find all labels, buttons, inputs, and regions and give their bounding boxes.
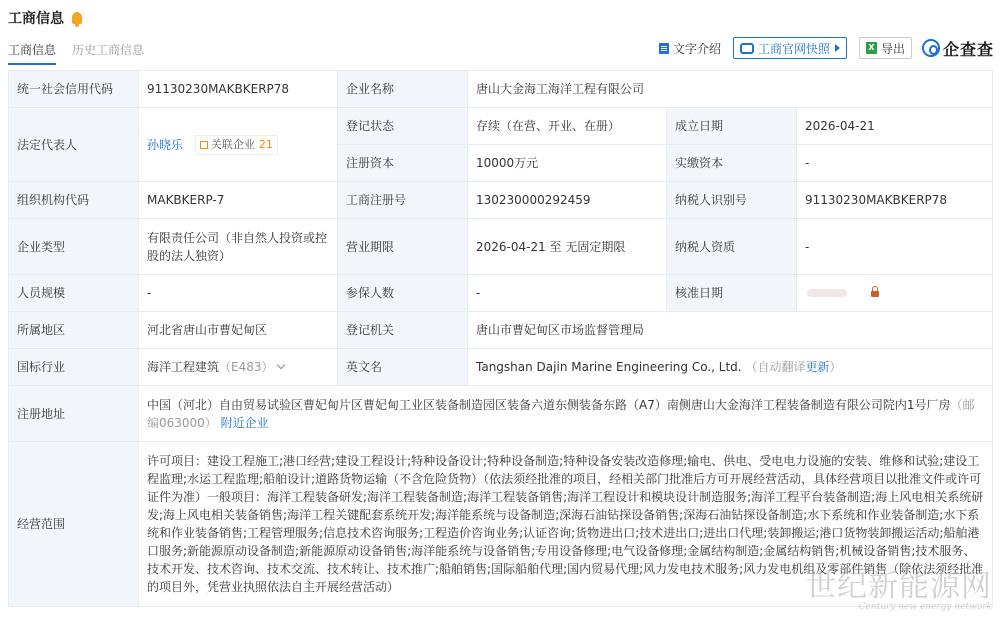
scope-label: 经营范围 bbox=[9, 442, 139, 607]
related-companies-count: 21 bbox=[258, 137, 273, 151]
legal-rep-cell bbox=[139, 108, 338, 182]
address-cell bbox=[139, 386, 993, 442]
reg-authority-value: 唐山市曹妃甸区市场监督管理局 bbox=[468, 312, 993, 349]
english-name-label: 英文名 bbox=[338, 349, 468, 386]
english-name-value: Tangshan Dajin Marine Engineering Co., Ltd. bbox=[476, 360, 742, 374]
table-row bbox=[9, 312, 993, 349]
approve-date-value bbox=[807, 289, 847, 297]
taxpayer-qual-label: 纳税人资质 bbox=[667, 219, 797, 275]
region-value: 河北省唐山市曹妃甸区 bbox=[139, 312, 338, 349]
section-header bbox=[8, 8, 82, 28]
credit-code-label: 统一社会信用代码 bbox=[9, 71, 139, 108]
table-row bbox=[9, 275, 993, 312]
watermark-en: Century new energy network bbox=[858, 602, 992, 612]
address-label: 注册地址 bbox=[9, 386, 139, 442]
reg-authority-label: 登记机关 bbox=[338, 312, 468, 349]
legal-rep-link[interactable]: 孙晓乐 bbox=[147, 137, 184, 152]
table-row bbox=[9, 349, 993, 386]
business-info-table bbox=[8, 70, 993, 607]
person-icon bbox=[200, 141, 208, 149]
logo-text: 企查查 bbox=[942, 39, 994, 59]
region-label: 所属地区 bbox=[9, 312, 139, 349]
export-label: 导出 bbox=[880, 41, 905, 56]
qichacha-logo bbox=[922, 37, 994, 60]
related-companies-badge[interactable] bbox=[195, 135, 278, 155]
watermark-cn: 世纪新能源网 bbox=[806, 569, 992, 604]
related-companies-label: 关联企业 bbox=[210, 137, 255, 151]
industry-code: （E483） bbox=[219, 360, 274, 374]
bell-icon[interactable] bbox=[72, 12, 82, 24]
watermark bbox=[806, 569, 992, 612]
insured-label: 参保人数 bbox=[338, 275, 468, 312]
paid-capital-value: - bbox=[797, 145, 993, 182]
company-name-value: 唐山大金海工海洋工程有限公司 bbox=[468, 71, 993, 108]
company-type-value: 有限责任公司（非自然人投资或控股的法人独资） bbox=[139, 219, 338, 275]
taxpayer-id-label: 纳税人识别号 bbox=[667, 182, 797, 219]
snapshot-label: 工商官网快照 bbox=[757, 41, 830, 56]
lock-icon[interactable] bbox=[871, 291, 879, 297]
credit-code-value: 91130230MAKBKERP78 bbox=[139, 71, 338, 108]
section-title: 工商信息 bbox=[8, 11, 64, 27]
industry-value: 海洋工程建筑 bbox=[147, 360, 220, 374]
org-code-label: 组织机构代码 bbox=[9, 182, 139, 219]
reg-capital-value: 10000万元 bbox=[468, 145, 667, 182]
company-name-label: 企业名称 bbox=[338, 71, 468, 108]
reg-status-label: 登记状态 bbox=[338, 108, 468, 145]
excel-icon: X bbox=[866, 42, 877, 54]
found-date-label: 成立日期 bbox=[667, 108, 797, 145]
found-date-value: 2026-04-21 bbox=[797, 108, 993, 145]
taxpayer-qual-value: - bbox=[797, 219, 993, 275]
tab-bar bbox=[8, 41, 160, 65]
official-snapshot-button[interactable] bbox=[733, 37, 847, 59]
approve-date-label: 核准日期 bbox=[667, 275, 797, 312]
taxpayer-id-value: 91130230MAKBKERP78 bbox=[797, 182, 993, 219]
play-arrow-icon bbox=[835, 44, 840, 52]
table-row bbox=[9, 386, 993, 442]
auto-translate-note: （自动翻译 bbox=[745, 360, 806, 374]
postcode: （邮编063000） bbox=[147, 397, 975, 430]
text-intro-button[interactable] bbox=[659, 40, 721, 57]
biz-term-label: 营业期限 bbox=[338, 219, 468, 275]
address-value: 中国（河北）自由贸易试验区曹妃甸片区曹妃甸工业区装备制造园区装备六道东侧装备东路（A7）南侧唐山大金海洋工程装备制造有限公司院内1号厂房 bbox=[147, 397, 951, 412]
update-link[interactable]: 更新 bbox=[805, 360, 830, 374]
auto-translate-close: ） bbox=[829, 360, 842, 374]
tab-history-business-info[interactable]: 历史工商信息 bbox=[72, 43, 145, 57]
reg-status-value: 存续（在营、开业、在册） bbox=[468, 108, 667, 145]
english-name-cell bbox=[468, 349, 993, 386]
industry-cell[interactable] bbox=[139, 349, 338, 386]
industry-label: 国标行业 bbox=[9, 349, 139, 386]
table-row bbox=[9, 219, 993, 275]
reg-no-label: 工商注册号 bbox=[338, 182, 468, 219]
toolbar bbox=[647, 36, 994, 60]
tab-business-info[interactable]: 工商信息 bbox=[8, 41, 56, 65]
reg-no-value: 130230000292459 bbox=[468, 182, 667, 219]
company-type-label: 企业类型 bbox=[9, 219, 139, 275]
nearby-companies-link[interactable]: 附近企业 bbox=[220, 415, 269, 430]
legal-rep-label: 法定代表人 bbox=[9, 108, 139, 182]
snapshot-icon bbox=[740, 43, 754, 54]
text-intro-label: 文字介绍 bbox=[672, 41, 721, 56]
approve-date-cell bbox=[797, 275, 993, 312]
insured-value: - bbox=[468, 275, 667, 312]
biz-term-value: 2026-04-21 至 无固定期限 bbox=[468, 219, 667, 275]
reg-capital-label: 注册资本 bbox=[338, 145, 468, 182]
paid-capital-label: 实缴资本 bbox=[667, 145, 797, 182]
document-icon bbox=[659, 43, 669, 54]
export-button[interactable] bbox=[859, 37, 912, 59]
table-row bbox=[9, 108, 993, 145]
table-row bbox=[9, 182, 993, 219]
staff-size-value: - bbox=[139, 275, 338, 312]
table-row bbox=[9, 71, 993, 108]
logo-mark-icon bbox=[922, 39, 940, 57]
staff-size-label: 人员规模 bbox=[9, 275, 139, 312]
chevron-down-icon[interactable] bbox=[276, 361, 284, 369]
org-code-value: MAKBKERP-7 bbox=[139, 182, 338, 219]
scope-value: 许可项目：建设工程施工;港口经营;建设工程设计;特种设备设计;特种设备制造;特种设备安装改造修理;输电、供电、受电电力设施的安装、维修和试验;建设工程监理;水运工程监理;船舶设计;道路货物运输（不含危险货物）（依法须经批准的项目，经相关部门批准后方可开展经营活动，具体经营项目以批准文件或许可证件为准）一般项目：海洋工程装备研发;海洋工程装备制造;海洋工程装备销售;海洋工程设计和模块设计制造服务;海洋工程平台装备制造;海上风电相关系统研发;海上风电相关装备销售;海洋工程关键配套系统开发;海洋能系统与设备制造;深海石油钻探设备销售;深海石油钻探设备制造;水下系统和作业装备制造;水下系统和作业装备销售;工程管理服务;信息技术咨询服务;工程造价咨询业务;认证咨询;货物进出口;技术进出口;进出口代理;装卸搬运;港口货物装卸搬运活动;船舶港口服务;新能源原动设备制造;新能源原动设备销售;海洋能系统与设备销售;专用设备修理;电气设备修理;金属结构制造;金属结构销售;机械设备销售;技术服务、技术开发、技术咨询、技术交流、技术转让、技术推广;船舶销售;国际船舶代理;国内贸易代理;风力发电技术服务;风力发电机组及零部件销售（除依法须经批准的项目外，凭营业执照依法自主开展经营活动） bbox=[139, 442, 993, 607]
